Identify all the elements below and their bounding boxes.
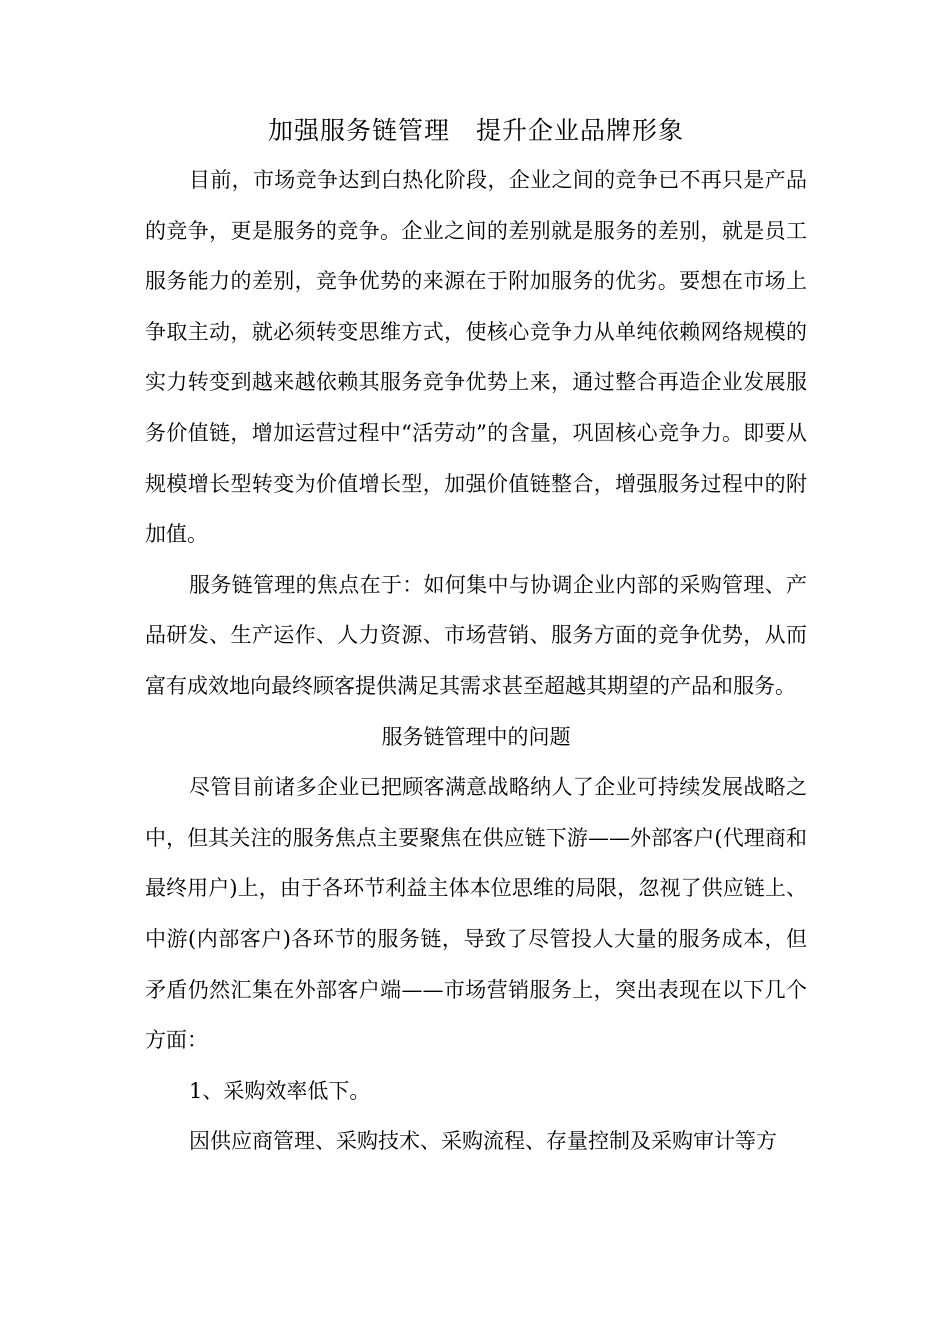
document-page: [145, 108, 807, 1167]
list-item-procurement: 1、采购效率低下。: [189, 1078, 371, 1103]
paragraph-competition: 目前，市场竞争达到白热化阶段，企业之间的竞争已不再只是产品的竞争，更是服务的竞争。企业之间的差别就是服务的差别，就是员工服务能力的差别，竞争优势的来源在于附加服务的优劣。要想在市场上争取主动，就必须转变思维方式，使核心竞争力从单纯依赖网络规模的实力转变到越来越依赖其服务竞争优势上来，通过整合再造企业发展服务价值链，增加运营过程中“活劳动”的含量，巩固核心竞争力。即要从规模增长型转变为价值增长型，加强价值链整合，增强服务过程中的附加值。: [145, 168, 807, 547]
section-heading: 服务链管理中的问题: [381, 724, 571, 749]
document-title: 加强服务链管理 提升企业品牌形象: [267, 116, 684, 145]
paragraph-procurement-detail: 因供应商管理、采购技术、采购流程、存量控制及采购审计等方: [189, 1129, 777, 1154]
paragraph-problems: 尽管目前诸多企业已把顾客满意战略纳人了企业可持续发展战略之中，但其关注的服务焦点主要聚焦在供应链下游——外部客户(代理商和最终用户)上，由于各环节利益主体本位思维的局限，忽视了供应链上、中游(内部客户)各环节的服务链，导致了尽管投人大量的服务成本，但矛盾仍然汇集在外部客户端——市场营销服务上，突出表现在以下几个方面：: [145, 775, 807, 1053]
paragraph-service-chain-focus: 服务链管理的焦点在于：如何集中与协调企业内部的采购管理、产品研发、生产运作、人力资源、市场营销、服务方面的竞争优势，从而富有成效地向最终顾客提供满足其需求甚至超越其期望的产品和服务。: [145, 572, 807, 698]
